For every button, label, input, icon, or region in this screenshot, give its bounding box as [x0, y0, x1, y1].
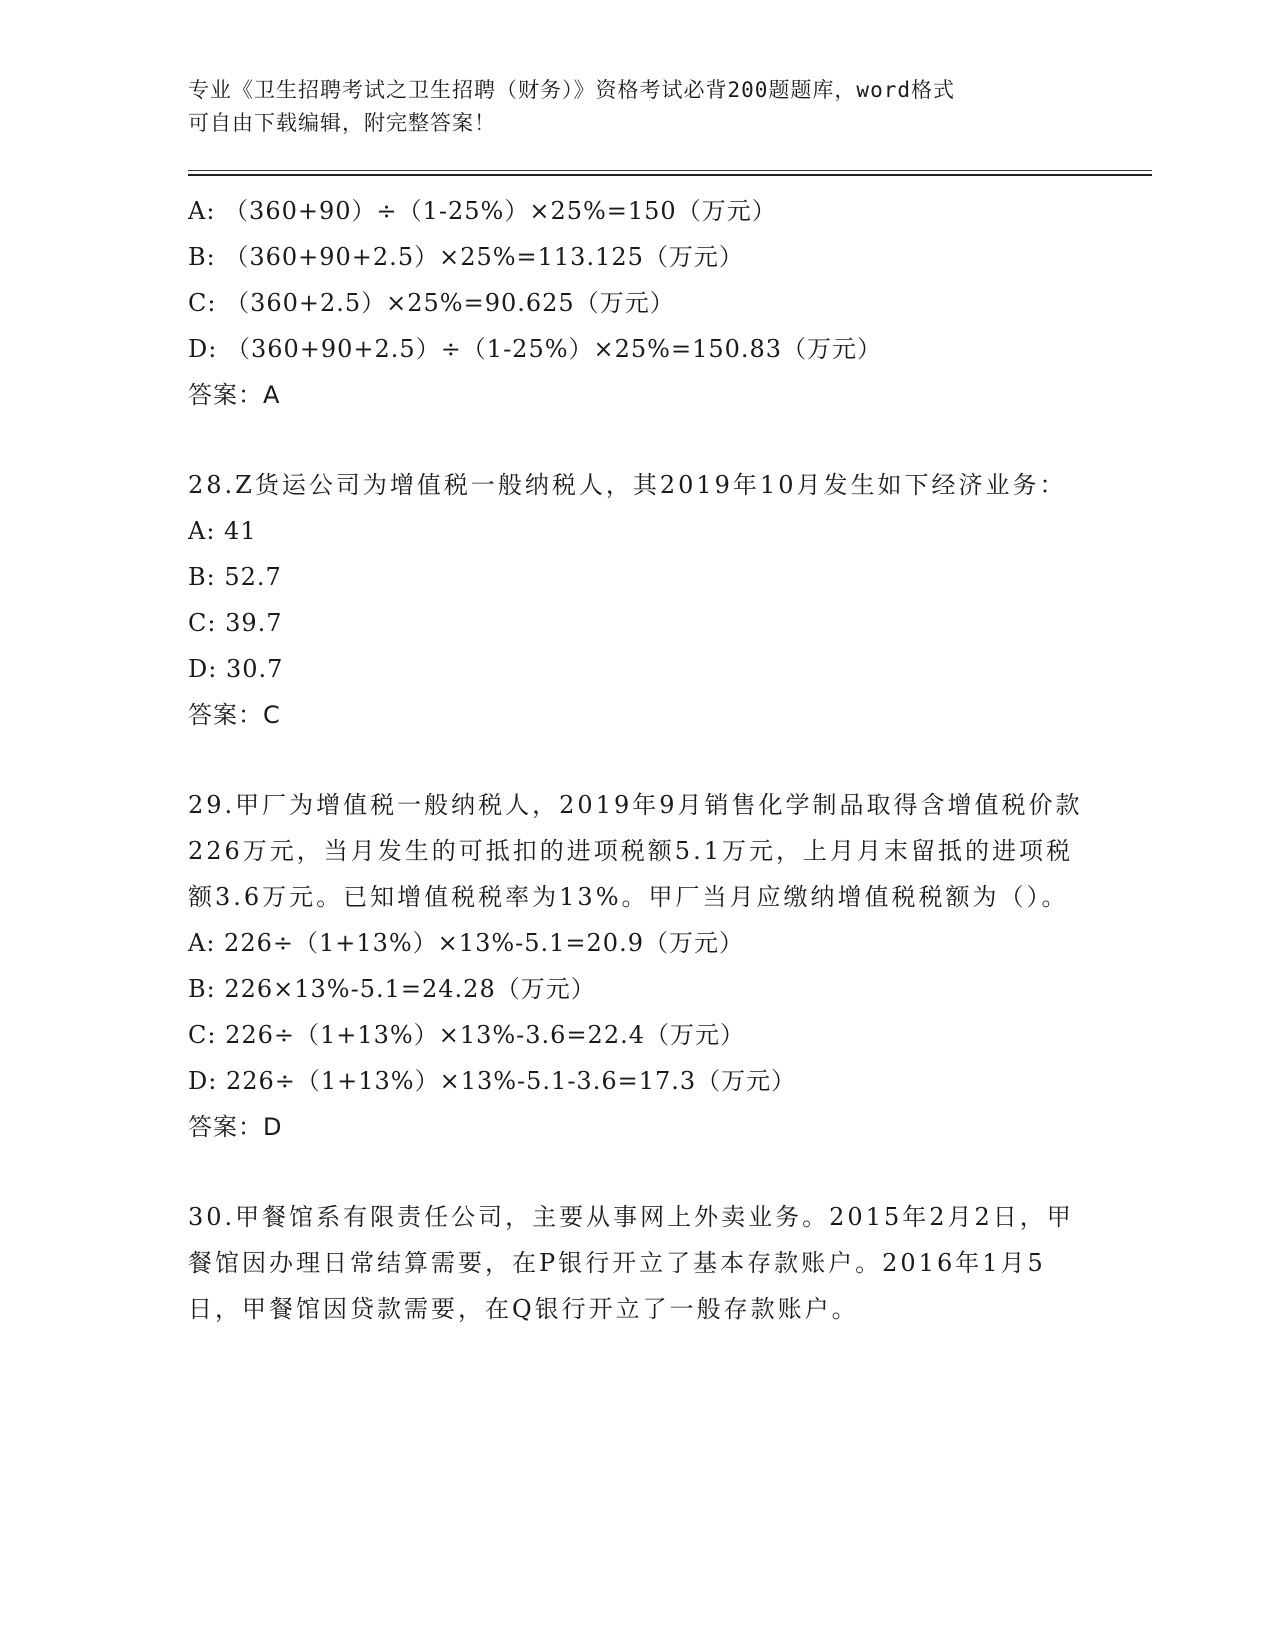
question-30-block	[188, 1194, 1088, 1332]
option-d: D: 226÷（1+13%）×13%-5.1-3.6=17.3（万元）	[188, 1067, 797, 1095]
spacer	[188, 738, 1088, 782]
option-d: D: （360+90+2.5）÷（1-25%）×25%=150.83（万元）	[188, 335, 883, 363]
option-d: D: 30.7	[188, 655, 284, 683]
option-b: B: （360+90+2.5）×25%=113.125（万元）	[188, 243, 744, 271]
option-a: A: （360+90）÷（1-25%）×25%=150（万元）	[188, 197, 777, 225]
question-29-block	[188, 782, 1088, 1150]
question-stem: 30.甲餐馆系有限责任公司，主要从事网上外卖业务。2015年2月2日，甲餐馆因办理日常结算需要，在P银行开立了基本存款账户。2016年1月5日，甲餐馆因贷款需要，在Q银行开立了一般存款账户。	[188, 1203, 1074, 1323]
header-line-2: 可自由下载编辑，附完整答案！	[188, 111, 496, 135]
answer-line: 答案：C	[188, 701, 281, 729]
option-c: C: 226÷（1+13%）×13%-3.6=22.4（万元）	[188, 1021, 745, 1049]
question-stem: 29.甲厂为增值税一般纳税人，2019年9月销售化学制品取得含增值税价款226万元，当月发生的可抵扣的进项税额5.1万元，上月月末留抵的进项税额3.6万元。已知增值税税率为13%。甲厂当月应缴纳增值税税额为（）。	[188, 791, 1083, 911]
spacer	[188, 418, 1088, 462]
question-content	[188, 188, 1088, 1332]
option-c: C: （360+2.5）×25%=90.625（万元）	[188, 289, 675, 317]
answer-line: 答案：A	[188, 381, 281, 409]
option-c: C: 39.7	[188, 609, 283, 637]
answer-line: 答案：D	[188, 1113, 283, 1141]
question-27-block	[188, 188, 1088, 418]
header-divider-thick	[188, 174, 1152, 176]
header-divider-thin	[188, 170, 1152, 171]
document-header	[188, 74, 1068, 140]
question-28-block	[188, 462, 1088, 738]
option-b: B: 52.7	[188, 563, 282, 591]
header-line-1: 专业《卫生招聘考试之卫生招聘（财务）》资格考试必背200题题库，word格式	[188, 78, 955, 102]
option-a: A: 41	[188, 517, 257, 545]
option-b: B: 226×13%-5.1=24.28（万元）	[188, 975, 596, 1003]
question-stem: 28.Z货运公司为增值税一般纳税人，其2019年10月发生如下经济业务：	[188, 471, 1067, 499]
spacer	[188, 1150, 1088, 1194]
option-a: A: 226÷（1+13%）×13%-5.1=20.9（万元）	[188, 929, 744, 957]
